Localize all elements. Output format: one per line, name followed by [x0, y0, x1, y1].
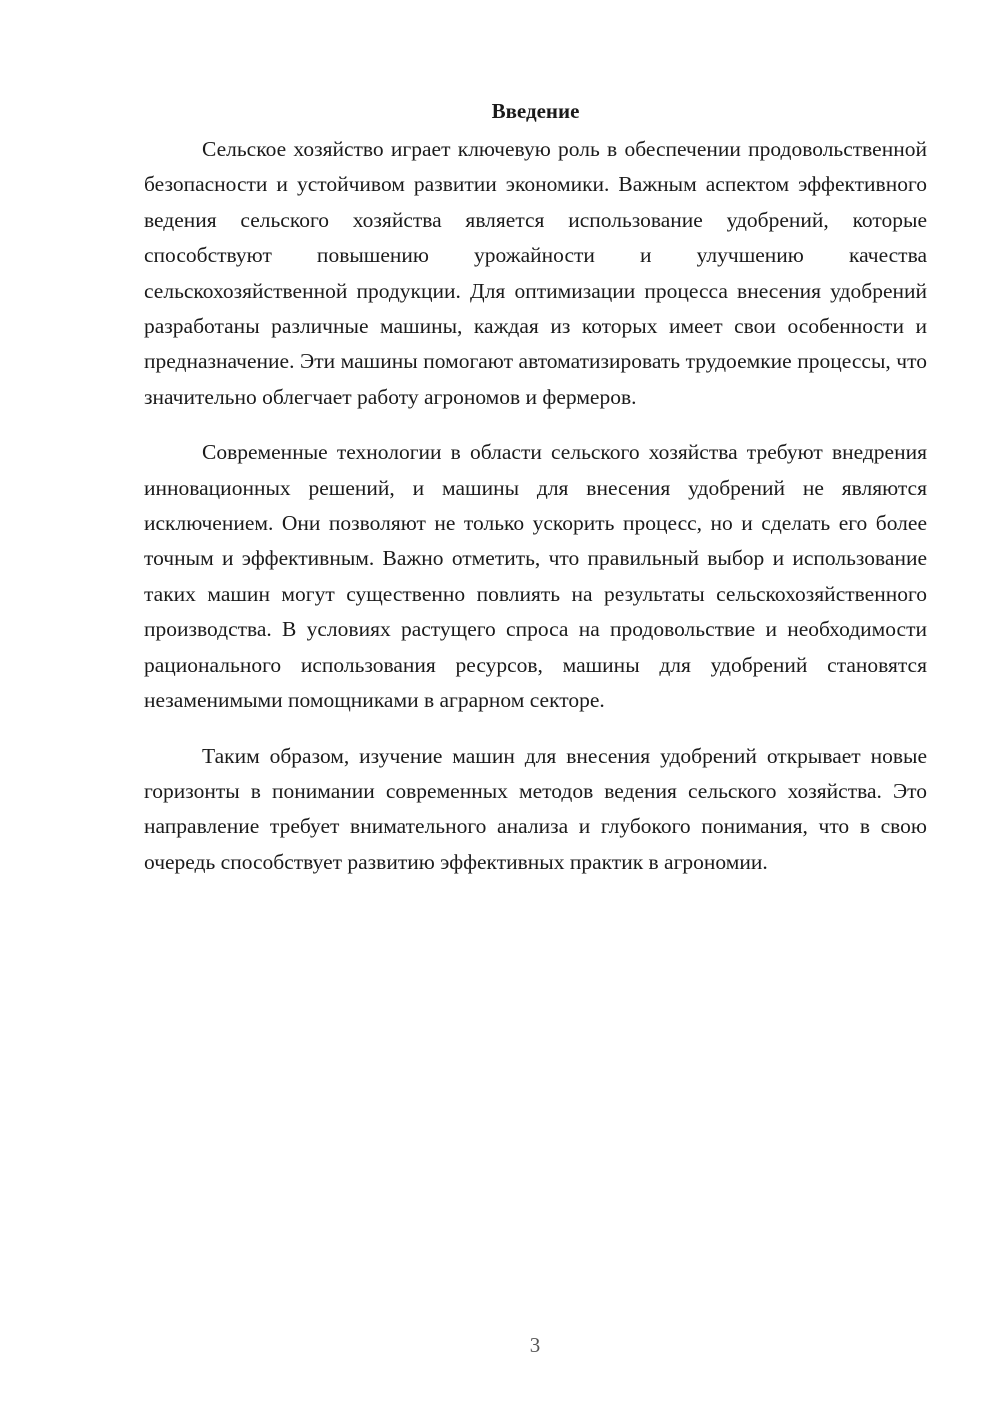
paragraph-2: Современные технологии в области сельского хозяйства требуют внедрения инновационных решений, и машины для внесения удобрений не являются исключением. Они позволяют не только ускорить процесс, но и сделать его более точным и эффективным. Важно отметить, что правильный выбор и использование таких машин могут существенно повлиять на результаты сельскохозяйственного производства. В условиях растущего спроса на продовольствие и необходимости рационального использования ресурсов, машины для удобрений становятся незаменимыми помощниками в аграрном секторе. [144, 440, 927, 713]
page-content [144, 96, 927, 900]
paragraph-3: Таким образом, изучение машин для внесения удобрений открывает новые горизонты в понимании современных методов ведения сельского хозяйства. Это направление требует внимательного анализа и глубокого понимания, что в свою очередь способствует развитию эффективных практик в агрономии. [144, 743, 927, 874]
paragraph-1: Сельское хозяйство играет ключевую роль в обеспечении продовольственной безопасности и устойчивом развитии экономики. Важным аспектом эффективного ведения сельского хозяйства является использование удобрений, которые способствуют повышению урожайности и улучшению качества сельскохозяйственной продукции. Для оптимизации процесса внесения удобрений разработаны различные машины, каждая из которых имеет свои особенности и предназначение. Эти машины помогают автоматизировать трудоемкие процессы, что значительно облегчает работу агрономов и фермеров. [144, 137, 927, 409]
section-title: Введение [491, 99, 580, 123]
page-number: 3 [529, 1333, 541, 1357]
